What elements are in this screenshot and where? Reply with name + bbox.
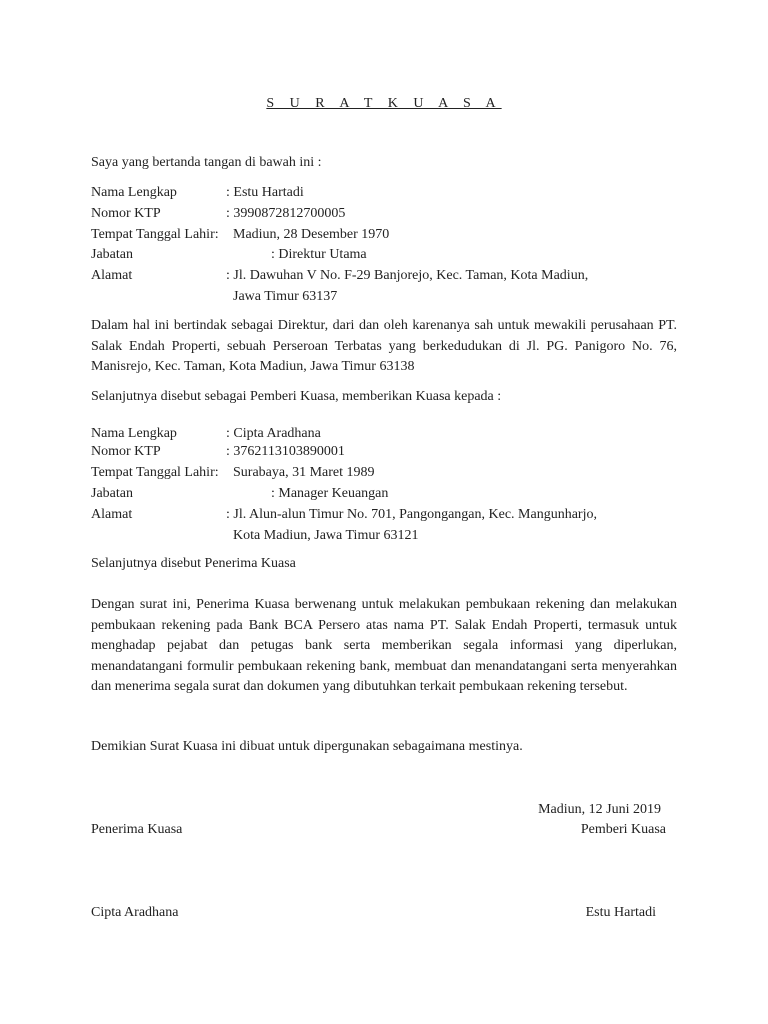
intro-text: Saya yang bertanda tangan di bawah ini : <box>91 155 322 170</box>
grantor-name-value: : Estu Hartadi <box>226 185 304 200</box>
authority-text: Dengan surat ini, Penerima Kuasa berwenang untuk melakukan pembukaan rekening dan melakukan pembukaan rekening pada Bank BCA Persero atas nama PT. Salak Endah Properti, termasuk untuk menghadap pejabat dan petugas bank serta memberikan segala informasi yang diperlukan, menandatangani formulir pembukaan rekening bank, membuat dan menandatangani serta menyerahkan dan menerima segala surat dan dokumen yang dibutuhkan terkait pembukaan rekening tersebut. <box>91 597 677 694</box>
grantee-address-label: Alamat <box>91 507 133 522</box>
closing-text: Demikian Surat Kuasa ini dibuat untuk dipergunakan sebagaimana mestinya. <box>91 739 523 754</box>
grantor-statement: Selanjutnya disebut sebagai Pemberi Kuasa, memberikan Kuasa kepada : <box>91 389 502 404</box>
grantor-ktp-value: : 3990872812700005 <box>226 206 346 221</box>
grantee-ktp-value: : 3762113103890001 <box>226 444 345 459</box>
grantee-ktp-label: Nomor KTP <box>91 444 161 459</box>
capacity-text: Dalam hal ini bertindak sebagai Direktur, dari dan oleh karenanya sah untuk mewakili perusahaan PT. Salak Endah Properti, sebuah Perseroan Terbatas yang berkedudukan di Jl. PG. Panigoro No. 76, Manisrejo, Kec. Taman, Kota Madiun, Jawa Timur 63138 <box>91 318 677 374</box>
giver-name: Estu Hartadi <box>585 905 656 920</box>
grantee-birth-value: Surabaya, 31 Maret 1989 <box>233 465 375 480</box>
grantee-position-value: : Manager Keuangan <box>271 486 389 501</box>
grantee-birth-label: Tempat Tanggal Lahir: <box>91 465 219 480</box>
receiver-name: Cipta Aradhana <box>91 905 179 920</box>
grantee-position-label: Jabatan <box>91 486 133 501</box>
grantor-address-label: Alamat <box>91 268 133 283</box>
grantor-birth-label: Tempat Tanggal Lahir: <box>91 227 219 242</box>
document-title: S U R A T K U A S A <box>266 96 502 111</box>
grantor-ktp-label: Nomor KTP <box>91 206 161 221</box>
grantor-name-label: Nama Lengkap <box>91 185 177 200</box>
grantee-address-line2: Kota Madiun, Jawa Timur 63121 <box>233 528 419 543</box>
grantor-address-line1: : Jl. Dawuhan V No. F-29 Banjorejo, Kec. Taman, Kota Madiun, <box>226 268 589 283</box>
grantor-position-label: Jabatan <box>91 247 133 262</box>
grantor-birth-value: Madiun, 28 Desember 1970 <box>233 227 390 242</box>
capacity-paragraph <box>91 316 677 378</box>
place-date: Madiun, 12 Juni 2019 <box>538 802 661 817</box>
grantee-address-line1: : Jl. Alun-alun Timur No. 701, Pangongangan, Kec. Mangunharjo, <box>226 507 597 522</box>
grantee-statement: Selanjutnya disebut Penerima Kuasa <box>91 556 296 571</box>
grantee-name-value: : Cipta Aradhana <box>226 426 321 441</box>
authority-paragraph <box>91 595 677 698</box>
giver-label: Pemberi Kuasa <box>580 822 666 837</box>
receiver-label: Penerima Kuasa <box>91 822 183 837</box>
grantor-address-line2: Jawa Timur 63137 <box>233 289 338 304</box>
grantor-position-value: : Direktur Utama <box>271 247 367 262</box>
grantee-name-label: Nama Lengkap <box>91 426 177 441</box>
